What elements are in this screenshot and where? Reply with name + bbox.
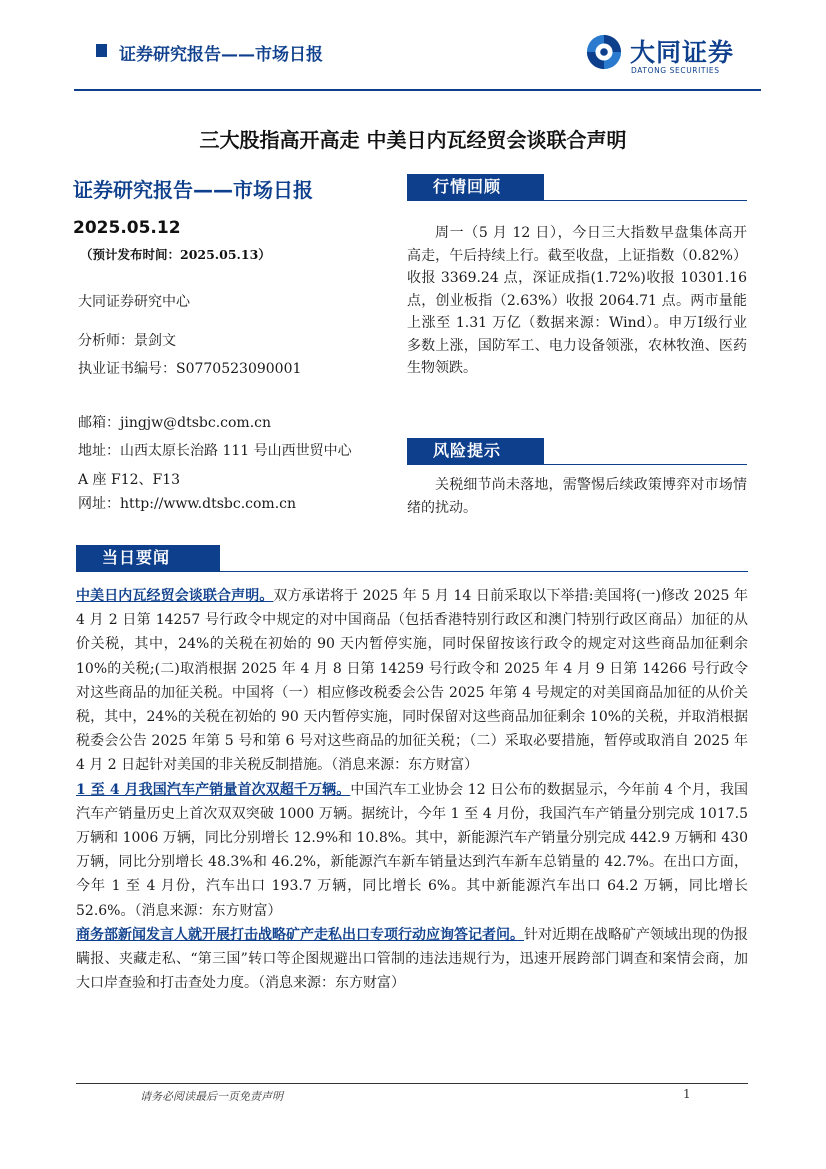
section-risk — [407, 438, 544, 464]
section-heading: 风险提示 — [433, 441, 502, 460]
section-heading: 行情回顾 — [433, 177, 502, 196]
address-line-2: A 座 F12、F13 — [78, 472, 181, 488]
news-item — [76, 923, 748, 996]
section-market-review — [407, 174, 544, 200]
news-headline: 商务部新闻发言人就开展打击战略矿产走私出口专项行动应询答记者问。 — [76, 926, 524, 943]
report-title: 三大股指高开高走 中美日内瓦经贸会谈联合声明 — [199, 128, 627, 152]
news-item — [76, 584, 748, 778]
news-list — [76, 584, 748, 995]
news-item — [76, 778, 748, 923]
cert-number: 执业证书编号：S0770523090001 — [78, 361, 302, 377]
header-divider — [74, 89, 761, 91]
publish-time: （预计发布时间：2025.05.13） — [80, 247, 271, 262]
page-number: 1 — [683, 1087, 691, 1101]
analyst: 分析师：景剑文 — [78, 333, 176, 349]
news-body: 双方承诺将于 2025 年 5 月 14 日前采取以下举措:美国将(一)修改 2025 年 4 月 2 日第 14257 号行政令中规定的对中国商品（包括香港特别行政区和澳门特别行政区商品）加征的从价关税，其中，24%的关税在初始的 90 天内暂停实施，同时保留按该行政令的规定对这些商品加征剩余 10%的关税;(二)取消根据 2025 年 4 月 8 日第 14259 号行政令和 2025 年 4 月 9 日第 14266 号行政令对这些商品的加征关税。中国将（一）相应修改税委会公告 2025 年第 4 号规定的对美国商品加征的从价关税，其中，24%的关税在初始的 90 天内暂停实施，同时保留对这些商品加征剩余 10%的关税，并取消根据税委会公告 2025 年第 5 号和第 6 号对这些商品的加征关税；（二）采取必要措施，暂停或取消自 2025 年 4 月 2 日起针对美国的非关税反制措施。（消息来源：东方财富） — [76, 588, 748, 774]
report-date: 2025.05.12 — [73, 218, 181, 238]
section-divider — [407, 200, 747, 201]
news-headline: 1 至 4 月我国汽车产销量首次双超千万辆。 — [76, 781, 351, 798]
risk-text: 关税细节尚未落地，需警惕后续政策博弈对市场情绪的扰动。 — [407, 477, 747, 516]
footer-disclaimer: 请务必阅读最后一页免责声明 — [140, 1090, 283, 1103]
address-line-1: 地址：山西太原长治路 111 号山西世贸中心 — [78, 443, 352, 459]
report-type: 证券研究报告——市场日报 — [73, 178, 313, 202]
header-square-icon — [96, 44, 107, 57]
section-news — [76, 545, 220, 571]
section-divider — [407, 464, 747, 465]
market-review-text: 周一（5 月 12 日），今日三大指数早盘集体高开高走，午后持续上行。截至收盘，上证指数（0.82%）收报 3369.24 点，深证成指(1.72%)收报 10301.16 点，创业板指（2.63%）收报 2064.71 点。两市量能上涨至 1.31 万亿（数据来源：Wind）。申万Ⅰ级行业多数上涨，国防军工、电力设备领涨，农林牧渔、医药生物领跌。 — [407, 225, 747, 376]
footer-divider — [76, 1083, 748, 1084]
header-series-title: 证券研究报告——市场日报 — [119, 45, 323, 65]
email: 邮箱：jingjw@dtsbc.com.cn — [78, 415, 271, 431]
news-body: 中国汽车工业协会 12 日公布的数据显示，今年前 4 个月，我国汽车产销量历史上首次双双突破 1000 万辆。据统计，今年 1 至 4 月份，我国汽车产销量分别完成 1017.5 万辆和 1006 万辆，同比分别增长 12.9%和 10.8%。其中，新能源汽车产销量分别完成 442.9 万辆和 430 万辆，同比分别增长 48.3%和 46.2%，新能源汽车新车销量达到汽车新车总销量的 42.7%。在出口方面，今年 1 至 4 月份，汽车出口 193.7 万辆，同比增长 6%。其中新能源汽车出口 64.2 万辆，同比增长 52.6%。（消息来源：东方财富） — [76, 781, 748, 919]
section-divider — [76, 571, 748, 572]
brand-name: 大同证券 — [630, 38, 735, 67]
datong-logo-icon — [585, 33, 623, 71]
news-body: 针对近期在战略矿产领域出现的伪报瞒报、夹藏走私、“第三国”转口等企图规避出口管制的违法违规行为，迅速开展跨部门调查和案情会商，加大口岸查验和打击查处力度。（消息来源：东方财富） — [76, 926, 748, 992]
section-heading: 当日要闻 — [102, 548, 171, 567]
news-headline: 中美日内瓦经贸会谈联合声明。 — [76, 588, 274, 604]
website: 网址：http://www.dtsbc.com.cn — [78, 496, 296, 512]
brand-name-en: DATONG SECURITIES — [631, 66, 720, 75]
org-name: 大同证券研究中心 — [78, 294, 190, 310]
